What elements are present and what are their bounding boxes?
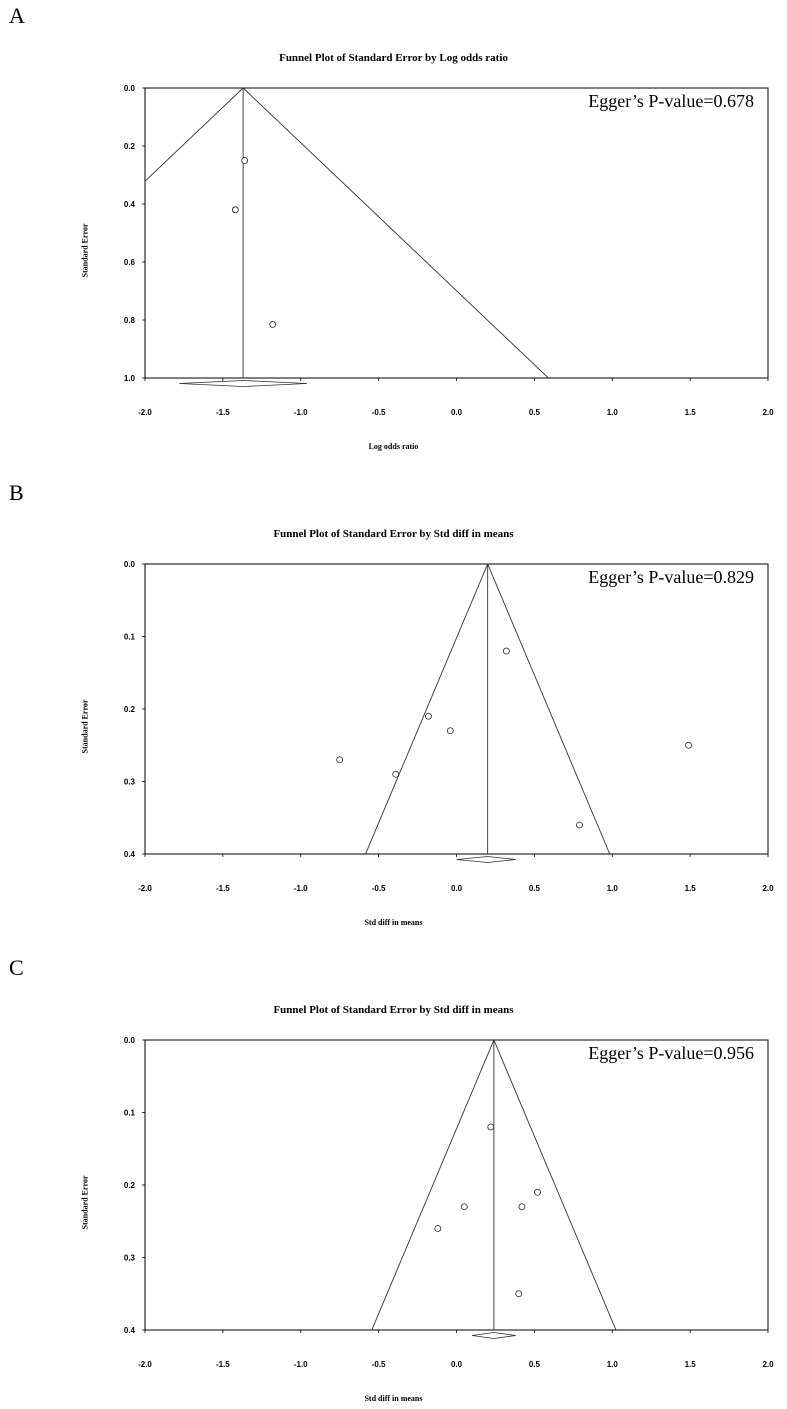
panel-label-b: B <box>9 480 24 505</box>
x-tick-label: 1.5 <box>684 884 696 893</box>
panel-label-a: A <box>9 3 25 28</box>
study-point-1 <box>503 648 509 654</box>
x-tick-label: -0.5 <box>371 1360 386 1369</box>
study-point-7 <box>577 822 583 828</box>
study-point-5 <box>393 771 399 777</box>
x-tick-label: 1.5 <box>684 408 696 417</box>
egger-p-value-annotation: Egger’s P-value=0.678 <box>588 91 754 111</box>
y-tick-label: 0.8 <box>123 316 135 325</box>
x-axis-label-a: Log odds ratio <box>368 442 419 451</box>
chart-title-c: Funnel Plot of Standard Error by Std diff in means <box>273 1004 514 1016</box>
y-tick-label: 0.4 <box>123 200 135 209</box>
x-tick-label: -1.5 <box>215 408 230 417</box>
x-tick-label: 2.0 <box>762 408 774 417</box>
x-tick-label: 0.5 <box>528 408 540 417</box>
y-tick-label: 0.3 <box>123 777 135 787</box>
x-tick-label: -1.5 <box>215 884 230 893</box>
y-tick-label: 0.4 <box>123 850 135 859</box>
egger-p-value-annotation: Egger’s P-value=0.956 <box>588 1043 754 1063</box>
funnel-plot-a <box>0 80 787 440</box>
x-tick-label: 2.0 <box>762 1360 774 1369</box>
y-axis-label-a: Standard Error <box>80 223 90 278</box>
y-axis-label-c: Standard Error <box>80 1175 90 1230</box>
funnel-right-line <box>494 1040 616 1330</box>
funnel-lines <box>366 564 610 854</box>
summary-diamond <box>179 381 307 387</box>
x-tick-label: 0.0 <box>450 1360 463 1369</box>
y-tick-label: 0.2 <box>123 1181 135 1190</box>
study-point-3 <box>447 728 453 734</box>
study-point-1 <box>488 1124 494 1130</box>
study-point-3 <box>461 1204 467 1210</box>
y-axis-label-b: Standard Error <box>80 699 90 754</box>
study-point-4 <box>337 757 343 763</box>
x-tick-label: 1.5 <box>684 1360 696 1369</box>
plot-frame <box>145 1040 768 1330</box>
x-tick-label: -2.0 <box>138 1360 152 1369</box>
funnel-left-line <box>0 88 243 378</box>
plot-frame <box>145 88 768 378</box>
x-tick-label: 1.0 <box>606 408 618 417</box>
panel-label-c: C <box>9 955 24 980</box>
funnel-left-line <box>372 1040 494 1330</box>
y-tick-label: 0.1 <box>123 632 135 642</box>
y-tick-label: 0.0 <box>123 560 135 569</box>
x-tick-label: -1.0 <box>293 884 308 893</box>
x-tick-label: -2.0 <box>138 408 152 417</box>
summary-diamond <box>472 1333 516 1339</box>
y-tick-label: 0.2 <box>123 705 135 714</box>
x-tick-label: -0.5 <box>371 408 386 417</box>
funnel-plot-b <box>0 556 787 916</box>
y-tick-label: 0.3 <box>123 1253 135 1263</box>
chart-title-b: Funnel Plot of Standard Error by Std diff in means <box>273 528 514 540</box>
x-tick-label: -0.5 <box>371 884 386 893</box>
funnel-lines <box>372 1040 616 1330</box>
egger-p-value-annotation: Egger’s P-value=0.829 <box>588 567 754 587</box>
x-tick-label: -1.5 <box>215 1360 230 1369</box>
plot-frame <box>145 564 768 854</box>
study-point-1 <box>242 158 248 164</box>
study-point-6 <box>686 742 692 748</box>
study-point-2 <box>232 207 238 213</box>
funnel-right-line <box>488 564 610 854</box>
summary-diamond <box>457 857 516 863</box>
x-tick-label: 0.0 <box>450 408 463 417</box>
study-point-6 <box>516 1291 522 1297</box>
y-tick-label: 0.6 <box>123 258 135 267</box>
y-tick-label: 0.2 <box>123 142 135 151</box>
y-tick-label: 0.4 <box>123 1326 135 1335</box>
funnel-lines <box>0 88 548 378</box>
x-tick-label: 0.5 <box>528 884 540 893</box>
x-tick-label: 2.0 <box>762 884 774 893</box>
x-tick-label: 1.0 <box>606 884 618 893</box>
funnel-left-line <box>366 564 488 854</box>
study-point-3 <box>270 321 276 327</box>
x-axis-label-c: Std diff in means <box>364 1394 423 1403</box>
x-tick-label: 1.0 <box>606 1360 618 1369</box>
y-tick-label: 0.0 <box>123 1036 135 1045</box>
x-axis-label-b: Std diff in means <box>364 918 423 927</box>
y-tick-label: 0.0 <box>123 84 135 93</box>
study-point-2 <box>534 1189 540 1195</box>
funnel-right-line <box>243 88 548 378</box>
chart-title-a: Funnel Plot of Standard Error by Log odds ratio <box>279 52 508 64</box>
funnel-plot-c <box>0 1032 787 1392</box>
study-point-4 <box>519 1204 525 1210</box>
x-tick-label: -2.0 <box>138 884 152 893</box>
y-tick-label: 0.1 <box>123 1108 135 1118</box>
x-tick-label: 0.0 <box>450 884 463 893</box>
study-point-2 <box>425 713 431 719</box>
study-point-5 <box>435 1226 441 1232</box>
x-tick-label: -1.0 <box>293 408 308 417</box>
x-tick-label: 0.5 <box>528 1360 540 1369</box>
x-tick-label: -1.0 <box>293 1360 308 1369</box>
y-tick-label: 1.0 <box>123 374 135 383</box>
